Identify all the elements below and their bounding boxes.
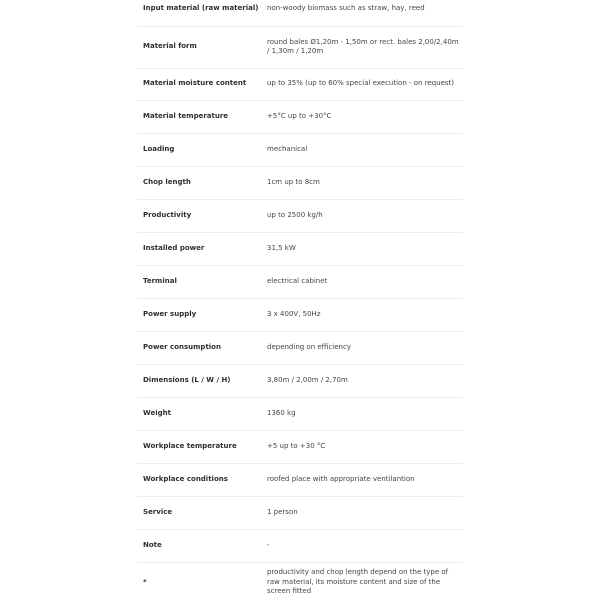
spec-label: Chop length [143, 177, 191, 186]
spec-value: up to 2500 kg/h [267, 210, 323, 219]
spec-row-footnote [137, 562, 463, 602]
spec-row-material-form [137, 26, 463, 68]
spec-value: productivity and chop length depend on the type of raw material, its moisture content and size of the screen fitted [267, 568, 449, 595]
spec-label: Service [143, 507, 173, 516]
spec-row-service [137, 496, 463, 529]
spec-row-material-temperature [137, 100, 463, 133]
spec-value: 1cm up to 8cm [267, 177, 320, 186]
spec-value: - [267, 540, 270, 549]
spec-value: up to 35% (up to 60% special execution - on request) [267, 79, 455, 88]
spec-label: Power consumption [143, 342, 221, 351]
spec-value: electrical cabinet [267, 276, 328, 285]
spec-value: +5 up to +30 °C [267, 441, 326, 450]
spec-value: roofed place with appropriate ventilantion [267, 474, 415, 483]
spec-row-workplace-temperature [137, 430, 463, 463]
spec-row-chop-length [137, 166, 463, 199]
spec-row-loading [137, 133, 463, 166]
spec-label: Material moisture content [143, 79, 247, 88]
spec-label: Input material (raw material) [143, 4, 259, 12]
spec-value: round bales Ø1,20m - 1,50m or rect. bales 2,00/2,40m / 1,30m / 1,20m [267, 37, 459, 55]
spec-row-weight [137, 397, 463, 430]
spec-value: 3 x 400V, 50Hz [267, 309, 321, 318]
spec-row-power-consumption [137, 331, 463, 364]
spec-value: 3,80m / 2,00m / 2,70m [267, 375, 348, 384]
spec-label: * [143, 577, 147, 586]
spec-row-input-material [137, 0, 463, 26]
spec-row-moisture-content [137, 68, 463, 100]
spec-label: Material temperature [143, 111, 229, 120]
spec-row-power-supply [137, 298, 463, 331]
spec-label: Terminal [143, 276, 177, 285]
spec-label: Workplace temperature [143, 441, 237, 450]
spec-label: Loading [143, 144, 175, 153]
spec-row-dimensions [137, 364, 463, 397]
spec-value: 1 person [267, 507, 298, 516]
spec-value: +5°C up to +30°C [267, 111, 332, 120]
spec-label: Productivity [143, 210, 192, 219]
spec-row-workplace-conditions [137, 463, 463, 496]
spec-row-installed-power [137, 232, 463, 265]
specifications-table [137, 0, 463, 602]
spec-label: Material form [143, 42, 197, 51]
spec-value: non-woody biomass such as straw, hay, reed [267, 4, 425, 12]
spec-label: Power supply [143, 309, 197, 318]
spec-row-productivity [137, 199, 463, 232]
spec-value: 1360 kg [267, 408, 296, 417]
spec-label: Dimensions (L / W / H) [143, 375, 231, 384]
spec-label: Installed power [143, 243, 205, 252]
spec-value: 31,5 kW [267, 243, 296, 252]
spec-value: depending on efficiency [267, 342, 351, 351]
spec-value: mechanical [267, 144, 308, 153]
spec-label: Weight [143, 408, 171, 417]
spec-label: Note [143, 540, 162, 549]
spec-row-terminal [137, 265, 463, 298]
spec-label: Workplace conditions [143, 474, 228, 483]
spec-row-note [137, 529, 463, 562]
